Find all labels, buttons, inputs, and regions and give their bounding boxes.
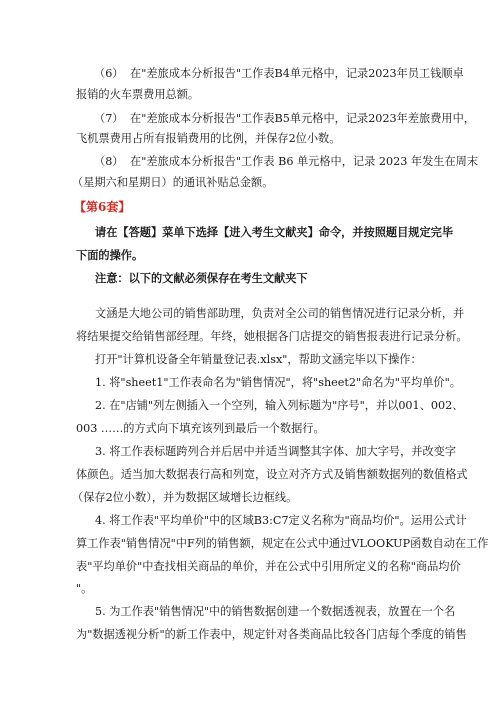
open-file-line: 打开"计算机设备全年销量登记表.xlsx"，帮助文涵完毕以下操作：	[95, 353, 422, 366]
step-3-line-2: 体颜色。适当加大数据表行高和列宽，设立对齐方式及销售额数据列的数值格式	[76, 468, 468, 481]
item-6-continued: 报销的火车票费用总额。	[76, 88, 200, 101]
item-8-continued: （星期六和星期日）的通讯补贴总金额。	[72, 176, 274, 189]
item-8-text: 在"差旅成本分析报告"工作表 B6 单元格中，记录 2023 年发生在周末	[130, 155, 479, 168]
step-5-line-2: 为"数据透视分析"的新工作表中，规定针对各类商品比较各门店每个季度的销售	[76, 628, 467, 641]
step-4-line-4: "。	[76, 582, 93, 595]
note-text: 注意：以下的文献必须保存在考生文献夹下	[95, 271, 308, 285]
step-3-line-1: 3. 将工作表标题跨列合并后居中并适当调整其字体、加大字号，并改变字	[95, 445, 457, 458]
step-1: 1. 将"sheet1"工作表命名为"销售情况"，将"sheet2"命名为"平均单价"。	[95, 376, 461, 389]
step-2-line-1: 2. 在"店铺"列左侧插入一个空列，输入列标题为"序号"，并以001、002、	[95, 399, 464, 412]
step-4-line-3: 表"平均单价"中查找相关商品的单价，并在公式中引用所定义的名称"商品均价	[76, 560, 461, 573]
item-7-text: 在"差旅成本分析报告"工作表B5单元格中，记录2023年差旅费用中，	[130, 112, 475, 125]
step-2-line-2: 003 ……的方式向下填充该列到最后一个数据行。	[76, 422, 325, 435]
item-6-number: （6）	[94, 67, 124, 80]
item-6-text: 在"差旅成本分析报告"工作表B4单元格中，记录2023年员工钱顺卓	[130, 67, 464, 80]
intro-line-2: 将结果提交给销售部经理。年终，她根据各门店提交的销售报表进行记录分析。	[76, 330, 468, 343]
section-heading: 【第6套】	[74, 200, 131, 214]
item-7-number: （7）	[94, 112, 124, 125]
intro-line-1: 文涵是大地公司的销售部助理，负责对全公司的销售情况进行记录分析，并	[95, 307, 465, 320]
step-3-line-3: （保存2位小数），并为数据区域增长边框线。	[72, 491, 298, 504]
item-7-continued: 飞机票费用占所有报销费用的比例，并保存2位小数。	[76, 132, 341, 145]
step-4-line-1: 4. 将工作表"平均单价"中的区域B3:C7定义名称为"商品均价"。运用公式计	[95, 514, 467, 527]
instruction-line-1: 请在【答题】菜单下选择【进入考生文献夹】命令，并按照题目规定完毕	[95, 225, 454, 239]
step-5-line-1: 5. 为工作表"销售情况"中的销售数据创建一个数据透视表，放置在一个名	[95, 605, 456, 618]
instruction-line-2: 下面的操作。	[76, 248, 144, 262]
item-8-number: （8）	[94, 155, 124, 168]
step-4-line-2: 算工作表"销售情况"中F列的销售额，规定在公式中通过VLOOKUP函数自动在工作	[76, 537, 489, 550]
